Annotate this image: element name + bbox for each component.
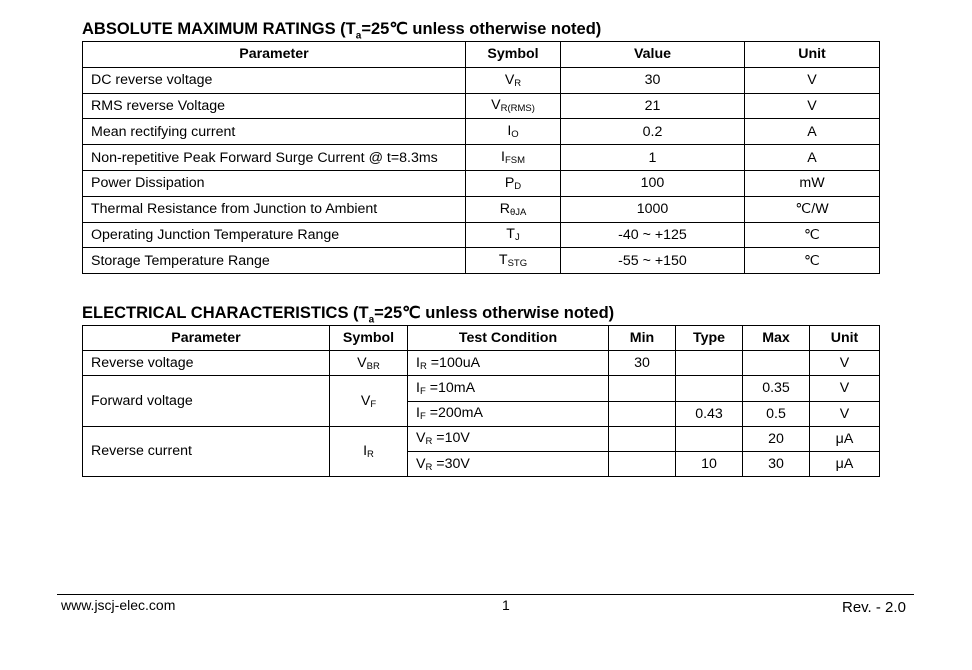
condition-value: =30V [432,455,470,472]
condition-symbol: V [416,430,426,447]
symbol-cell [466,119,561,145]
footer-divider [57,594,914,595]
title-subscript: a [368,314,375,326]
symbol-subscript: J [514,232,520,244]
test-condition-cell [408,401,609,426]
test-condition-cell [408,376,609,401]
parameter-cell: Storage Temperature Range [83,248,466,274]
symbol-text: P [504,174,515,191]
test-condition-cell [408,351,609,376]
max-cell: 0.35 [743,376,810,401]
symbol-subscript: FSM [504,155,525,167]
column-header-symbol: Symbol [330,326,408,351]
symbol-cell [330,351,408,376]
symbol-text: V [491,97,501,114]
symbol-cell [330,426,408,476]
condition-subscript: R [425,436,433,448]
symbol-text: I [507,123,512,140]
unit-cell: μA [810,451,880,476]
symbol-subscript: θJA [509,206,527,218]
condition-symbol: I [416,405,420,422]
value-cell: 30 [561,67,745,93]
column-header-parameter: Parameter [83,326,330,351]
table-row [83,196,880,222]
parameter-cell: Forward voltage [83,376,330,426]
parameter-cell: Reverse voltage [83,351,330,376]
symbol-subscript: R [514,77,522,89]
symbol-cell [466,93,561,119]
symbol-subscript: D [514,180,522,192]
symbol-text: R [499,200,510,217]
column-header-type: Type [676,326,743,351]
table-row [83,248,880,274]
unit-cell: mW [745,170,880,196]
table-row [83,145,880,171]
unit-cell: V [745,93,880,119]
title-text: =25℃ unless otherwise noted) [374,304,615,322]
unit-cell: ℃/W [745,196,880,222]
column-header-min: Min [609,326,676,351]
symbol-cell [330,376,408,426]
symbol-subscript: STG [507,258,528,270]
column-header-unit: Unit [810,326,880,351]
unit-cell: ℃ [745,248,880,274]
parameter-cell: Mean rectifying current [83,119,466,145]
symbol-text: V [357,354,367,371]
parameter-cell: Power Dissipation [83,170,466,196]
unit-cell: V [810,401,880,426]
column-header-parameter: Parameter [83,42,466,68]
value-cell: -55 ~ +150 [561,248,745,274]
condition-symbol: V [416,455,426,472]
parameter-cell: Operating Junction Temperature Range [83,222,466,248]
condition-subscript: F [419,411,426,423]
title-text: =25℃ unless otherwise noted) [361,20,602,38]
min-cell [609,451,676,476]
symbol-subscript: F [370,398,377,410]
column-header-max: Max [743,326,810,351]
value-cell: 0.2 [561,119,745,145]
max-cell: 0.5 [743,401,810,426]
min-cell: 30 [609,351,676,376]
symbol-cell [466,222,561,248]
table-row [83,376,880,401]
condition-value: =200mA [425,405,483,422]
value-cell: 21 [561,93,745,119]
type-cell [676,351,743,376]
symbol-subscript: R [367,448,374,460]
parameter-cell: RMS reverse Voltage [83,93,466,119]
type-cell: 10 [676,451,743,476]
table-row [83,170,880,196]
title-text: ELECTRICAL CHARACTERISTICS (T [82,304,369,322]
min-cell [609,376,676,401]
column-header-value: Value [561,42,745,68]
condition-subscript: R [419,360,427,372]
table-row [83,119,880,145]
parameter-cell: Thermal Resistance from Junction to Ambient [83,196,466,222]
unit-cell: A [745,119,880,145]
condition-symbol: I [416,379,420,396]
title-text: ABSOLUTE MAXIMUM RATINGS (T [82,20,356,38]
revision-label: Rev. - 2.0 [842,599,906,616]
symbol-subscript: O [511,129,519,141]
max-cell: 20 [743,426,810,451]
title-subscript: a [355,30,362,42]
symbol-text: T [506,226,515,243]
symbol-text: I [363,442,368,459]
table-row [83,67,880,93]
electrical-characteristics-title [82,303,614,325]
table-row [83,426,880,451]
min-cell [609,426,676,451]
symbol-cell [466,145,561,171]
unit-cell: ℃ [745,222,880,248]
unit-cell: V [810,351,880,376]
absolute-max-ratings-table [82,41,880,274]
unit-cell: V [745,67,880,93]
column-header-test-condition: Test Condition [408,326,609,351]
unit-cell: A [745,145,880,171]
value-cell: 100 [561,170,745,196]
table-header-row [83,326,880,351]
condition-symbol: I [416,354,420,371]
page-number: 1 [502,597,510,613]
condition-subscript: R [425,461,433,473]
condition-value: =100uA [426,354,481,371]
type-cell [676,426,743,451]
symbol-text: T [498,252,508,269]
symbol-cell [466,67,561,93]
symbol-text: I [500,149,505,166]
parameter-cell: Reverse current [83,426,330,476]
electrical-characteristics-table [82,325,880,477]
column-header-unit: Unit [745,42,880,68]
unit-cell: μA [810,426,880,451]
symbol-subscript: R(RMS) [500,103,535,115]
symbol-text: V [504,71,515,88]
max-cell: 30 [743,451,810,476]
type-cell: 0.43 [676,401,743,426]
symbol-text: V [360,392,371,409]
table-row [83,351,880,376]
column-header-symbol: Symbol [466,42,561,68]
table-row [83,222,880,248]
symbol-cell [466,196,561,222]
unit-cell: V [810,376,880,401]
value-cell: 1000 [561,196,745,222]
footer-website-link[interactable]: www.jscj-elec.com [61,597,176,613]
test-condition-cell [408,451,609,476]
type-cell [676,376,743,401]
symbol-cell [466,170,561,196]
test-condition-cell [408,426,609,451]
table-header-row [83,42,880,68]
condition-subscript: F [419,385,426,397]
condition-value: =10mA [425,379,476,396]
parameter-cell: Non-repetitive Peak Forward Surge Current @ t=8.3ms [83,145,466,171]
value-cell: -40 ~ +125 [561,222,745,248]
symbol-subscript: BR [366,360,380,372]
parameter-cell: DC reverse voltage [83,67,466,93]
condition-value: =10V [432,430,470,447]
symbol-cell [466,248,561,274]
table-row [83,93,880,119]
absolute-max-ratings-title [82,19,601,41]
value-cell: 1 [561,145,745,171]
min-cell [609,401,676,426]
max-cell [743,351,810,376]
